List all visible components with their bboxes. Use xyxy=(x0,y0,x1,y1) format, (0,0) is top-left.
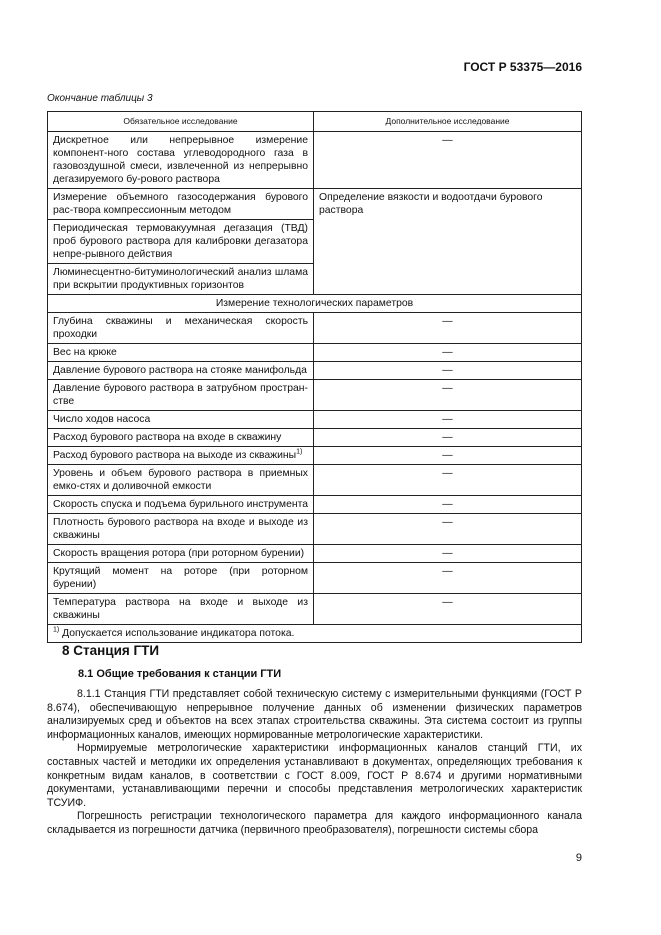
table-cell: Периодическая термовакуумная дегазация (ТВД) проб бурового раствора для калибровки дегазатора непре-рывного действия xyxy=(48,220,314,264)
footnote-mark: 1) xyxy=(53,626,60,634)
footnote-text: Допускается использование индикатора потока. xyxy=(62,628,295,639)
table-cell: Вес на крюке xyxy=(48,344,314,362)
paragraph: Погрешность регистрации технологического параметра для каждого информационного канала складывается из погрешности датчика (первичного преобразователя), погрешности системы сбора xyxy=(47,810,582,836)
section-row xyxy=(48,295,582,313)
column-header-mandatory: Обязательное исследование xyxy=(48,112,314,132)
table-cell: — xyxy=(314,411,582,429)
table-cell: Плотность бурового раствора на входе и выходе из скважины xyxy=(48,514,314,545)
table-caption: Окончание таблицы 3 xyxy=(47,93,153,104)
table-row xyxy=(48,447,582,465)
section-title: 8 Станция ГТИ xyxy=(62,643,160,658)
paragraph: Нормируемые метрологические характеристики информационных каналов станций ГТИ, их составных частей и методики их определения устанавливают в документах, определяющих требования к конкретным видам каналов, в соответствии с ГОСТ 8.009, ГОСТ Р 8.674 и другими нормативными документами, устанавливающими перечни и способы представления метрологических характеристик ТСУИФ. xyxy=(47,742,582,809)
table-cell: Давление бурового раствора на стояке манифольда xyxy=(48,362,314,380)
table-cell: Скорость вращения ротора (при роторном бурении) xyxy=(48,545,314,563)
table-cell: — xyxy=(314,429,582,447)
table-row xyxy=(48,563,582,594)
requirements-table xyxy=(47,111,582,643)
table-cell: — xyxy=(314,594,582,625)
table-cell: Скорость спуска и подъема бурильного инструмента xyxy=(48,496,314,514)
table-cell: — xyxy=(314,496,582,514)
table-row xyxy=(48,545,582,563)
subsection-title: 8.1 Общие требования к станции ГТИ xyxy=(78,668,282,680)
table-cell: — xyxy=(314,132,582,189)
table-row xyxy=(48,429,582,447)
table-cell: Крутящий момент на роторе (при роторном бурении) xyxy=(48,563,314,594)
table-cell: — xyxy=(314,380,582,411)
table-cell: Температура раствора на входе и выходе из скважины xyxy=(48,594,314,625)
table-row xyxy=(48,380,582,411)
table-cell: Дискретное или непрерывное измерение компонент-ного состава углеводородного газа в газовоздушной смеси, извлеченной из непрерывно дегазируемого бу-рового раствора xyxy=(48,132,314,189)
table-row xyxy=(48,411,582,429)
table-row xyxy=(48,189,582,220)
document-header: ГОСТ Р 53375—2016 xyxy=(463,60,582,74)
footnote-row xyxy=(48,625,582,643)
table-cell xyxy=(48,447,314,465)
table-cell: — xyxy=(314,344,582,362)
table-cell-text: Расход бурового раствора на выходе из скважины xyxy=(53,450,297,461)
paragraph: 8.1.1 Станция ГТИ представляет собой техническую систему с измерительными функциями (ГОСТ Р 8.674), обеспечивающую непрерывное получение данных об изменении физических параметров анализируемых сред и объектов на всех этапах строительства скважины. Эта система состоит из группы информационных каналов, имеющих нормированные метрологические характеристики. xyxy=(47,688,582,741)
table-cell: Измерение объемного газосодержания бурового рас-твора компрессионным методом xyxy=(48,189,314,220)
table-cell: — xyxy=(314,362,582,380)
table-cell: — xyxy=(314,313,582,344)
table-cell: — xyxy=(314,545,582,563)
page-number: 9 xyxy=(575,852,582,864)
section-row-label: Измерение технологических параметров xyxy=(48,295,582,313)
table-cell: Число ходов насоса xyxy=(48,411,314,429)
table-row xyxy=(48,132,582,189)
table-cell: Люминесцентно-битуминологический анализ шлама при вскрытии продуктивных горизонтов xyxy=(48,264,314,295)
column-header-additional: Дополнительное исследование xyxy=(314,112,582,132)
table-cell: — xyxy=(314,563,582,594)
table-cell: Давление бурового раствора в затрубном простран-стве xyxy=(48,380,314,411)
table-cell: — xyxy=(314,447,582,465)
table-header-row xyxy=(48,112,582,132)
table-cell: Определение вязкости и водоотдачи бурового раствора xyxy=(314,189,582,295)
table-row xyxy=(48,344,582,362)
table-cell: Уровень и объем бурового раствора в приемных емко-стях и доливочной емкости xyxy=(48,465,314,496)
table-row xyxy=(48,362,582,380)
footnote-ref: 1) xyxy=(296,448,303,456)
table-row xyxy=(48,313,582,344)
table-row xyxy=(48,465,582,496)
table-cell: — xyxy=(314,465,582,496)
table-row xyxy=(48,594,582,625)
table-row xyxy=(48,514,582,545)
table-row xyxy=(48,496,582,514)
section-body xyxy=(47,688,582,838)
table-cell: — xyxy=(314,514,582,545)
table-cell: Расход бурового раствора на входе в скважину xyxy=(48,429,314,447)
table-cell: Глубина скважины и механическая скорость проходки xyxy=(48,313,314,344)
table-footnote xyxy=(48,625,582,643)
